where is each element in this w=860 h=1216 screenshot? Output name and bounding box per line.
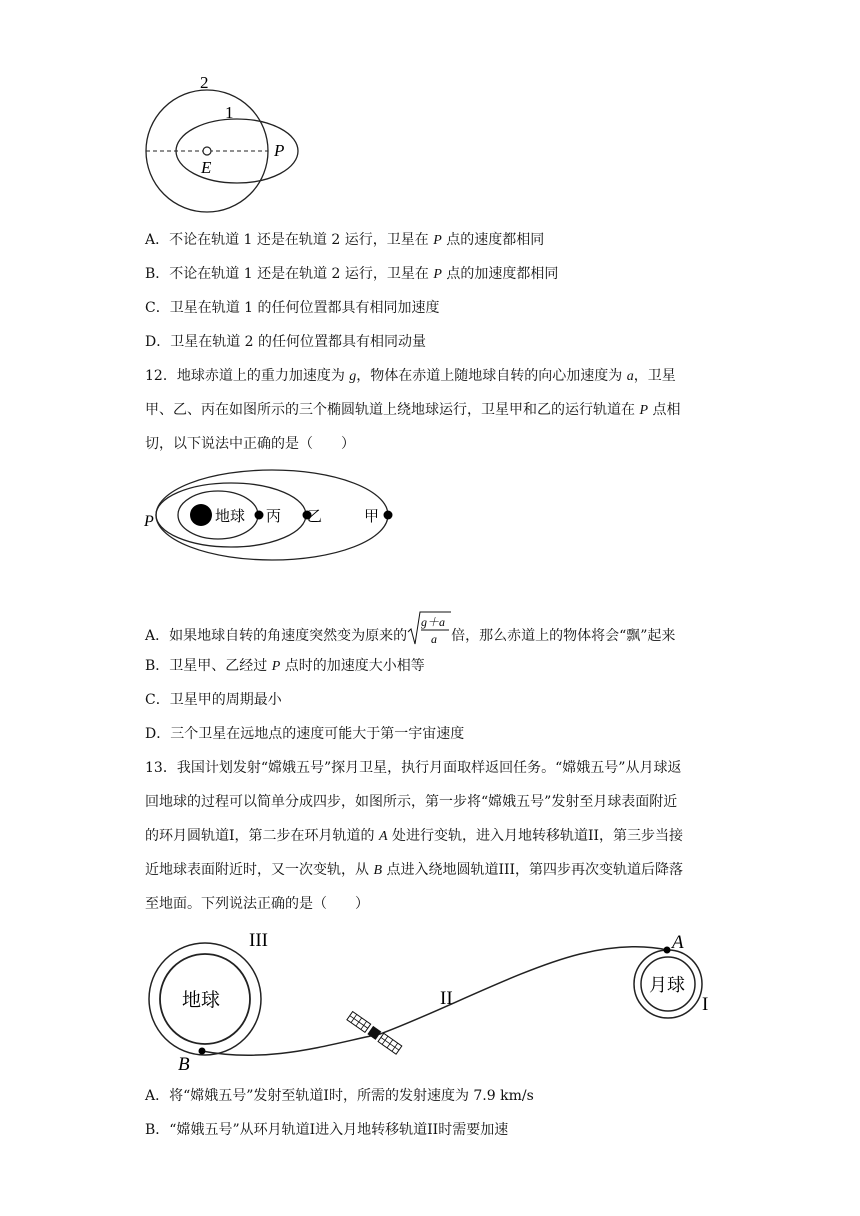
- label-moon: 月球: [649, 975, 685, 995]
- point-A: [664, 947, 671, 954]
- label-earth: 地球: [215, 509, 246, 525]
- q11-b-var: P: [433, 267, 442, 282]
- q12-var-P: P: [639, 403, 649, 418]
- label-P: P: [274, 141, 285, 160]
- label-E: E: [201, 158, 212, 177]
- label-P: P: [144, 513, 154, 530]
- q12-var-a: a: [626, 369, 634, 384]
- q11-b-text-1: B．不论在轨道 1 还是在轨道 2 运行，卫星在: [145, 266, 434, 282]
- q13-stem-3a: 的环月圆轨道I，第二步在环月轨道的: [145, 828, 379, 844]
- q12-a-text-1: A．如果地球自转的角速度突然变为原来的: [145, 628, 408, 644]
- fraction-denominator: a: [431, 632, 438, 646]
- q12-stem-line-1: [145, 366, 676, 387]
- q13-stem-3b: 处进行变轨，进入月地转移轨道II，第三步当接: [387, 828, 684, 844]
- q12-stem-2b: 点相: [648, 402, 681, 418]
- q13-stem-4b: 点进入绕地圆轨道III，第四步再次变轨道后降落: [382, 862, 684, 878]
- q11-a-var: P: [433, 233, 442, 248]
- label-jia: 甲: [364, 509, 380, 525]
- q13-option-a: A．将“嫦娥五号”发射至轨道I时，所需的发射速度为 7.9 km/s: [145, 1088, 534, 1104]
- label-orbit-II: II: [440, 988, 453, 1009]
- label-orbit-1: 1: [225, 103, 234, 122]
- q11-option-b: [145, 264, 558, 285]
- label-orbit-III: III: [249, 930, 268, 951]
- q12-option-c: C．卫星甲的周期最小: [145, 692, 282, 708]
- q12-stem-1b: ，物体在赤道上随地球自转的向心加速度为: [356, 368, 627, 384]
- transfer-orbit-figure: [140, 924, 730, 1074]
- transfer-orbit-II: [202, 947, 667, 1056]
- q13-stem-line-3: [145, 826, 683, 847]
- label-A: A: [672, 932, 684, 953]
- q11-option-d: D．卫星在轨道 2 的任何位置都具有相同动量: [145, 334, 427, 350]
- label-B: B: [178, 1054, 190, 1075]
- label-orbit-I: I: [702, 994, 709, 1015]
- fraction-numerator: g＋a: [421, 615, 446, 629]
- q13-var-B: B: [373, 863, 383, 878]
- q12-option-d: D．三个卫星在远地点的速度可能大于第一宇宙速度: [145, 726, 465, 742]
- q11-option-c: C．卫星在轨道 1 的任何位置都具有相同加速度: [145, 300, 440, 316]
- q12-var-g: g: [349, 369, 357, 384]
- sqrt-fraction: [407, 610, 451, 650]
- point-B: [199, 1048, 206, 1055]
- earth-disc: [190, 504, 212, 526]
- satellite-jia: [384, 511, 393, 520]
- q11-a-text-2: 点的速度都相同: [441, 232, 545, 248]
- q11-b-text-2: 点的加速度都相同: [441, 266, 559, 282]
- q13-stem-line-4: [145, 860, 683, 881]
- q12-stem-line-3: 切，以下说法中正确的是（ ）: [145, 436, 355, 452]
- label-yi: 乙: [307, 509, 323, 525]
- orbit-figure-2: [140, 462, 400, 572]
- q11-option-a: [145, 230, 544, 251]
- label-orbit-2: 2: [200, 73, 209, 92]
- q13-stem-line-2: 回地球的过程可以简单分成四步，如图所示，第一步将“嫦娥五号”发射至月球表面附近: [145, 794, 678, 810]
- q11-a-text-1: A．不论在轨道 1 还是在轨道 2 运行，卫星在: [145, 232, 434, 248]
- label-bing: 丙: [266, 509, 282, 525]
- q12-b-text-2: 点时的加速度大小相等: [280, 658, 425, 674]
- q12-a-text-2: 倍，那么赤道上的物体将会“飘”起来: [451, 628, 676, 644]
- label-earth: 地球: [182, 990, 221, 1011]
- spacecraft-icon: [347, 1012, 402, 1055]
- satellite-bing: [255, 511, 264, 520]
- q12-option-a: [145, 616, 675, 652]
- q12-option-b: [145, 656, 425, 677]
- q12-stem-line-2: [145, 400, 680, 421]
- q13-stem-line-1: 13．我国计划发射“嫦娥五号”探月卫星，执行月面取样返回任务。“嫦娥五号”从月球返: [145, 760, 682, 776]
- q12-stem-1a: 12．地球赤道上的重力加速度为: [145, 368, 350, 384]
- q13-stem-4a: 近地球表面附近时，又一次变轨，从: [145, 862, 374, 878]
- q13-var-A: A: [378, 829, 388, 844]
- q13-stem-line-5: 至地面。下列说法正确的是（ ）: [145, 896, 369, 912]
- q12-b-text-1: B．卫星甲、乙经过: [145, 658, 272, 674]
- orbit-figure-1: [140, 70, 290, 220]
- q13-option-b: B．“嫦娥五号”从环月轨道I进入月地转移轨道II时需要加速: [145, 1122, 509, 1138]
- q12-b-var: P: [271, 659, 281, 674]
- q12-stem-1c: ，卫星: [633, 368, 676, 384]
- q12-stem-2a: 甲、乙、丙在如图所示的三个椭圆轨道上绕地球运行，卫星甲和乙的运行轨道在: [145, 402, 640, 418]
- earth-point-E: [203, 147, 211, 155]
